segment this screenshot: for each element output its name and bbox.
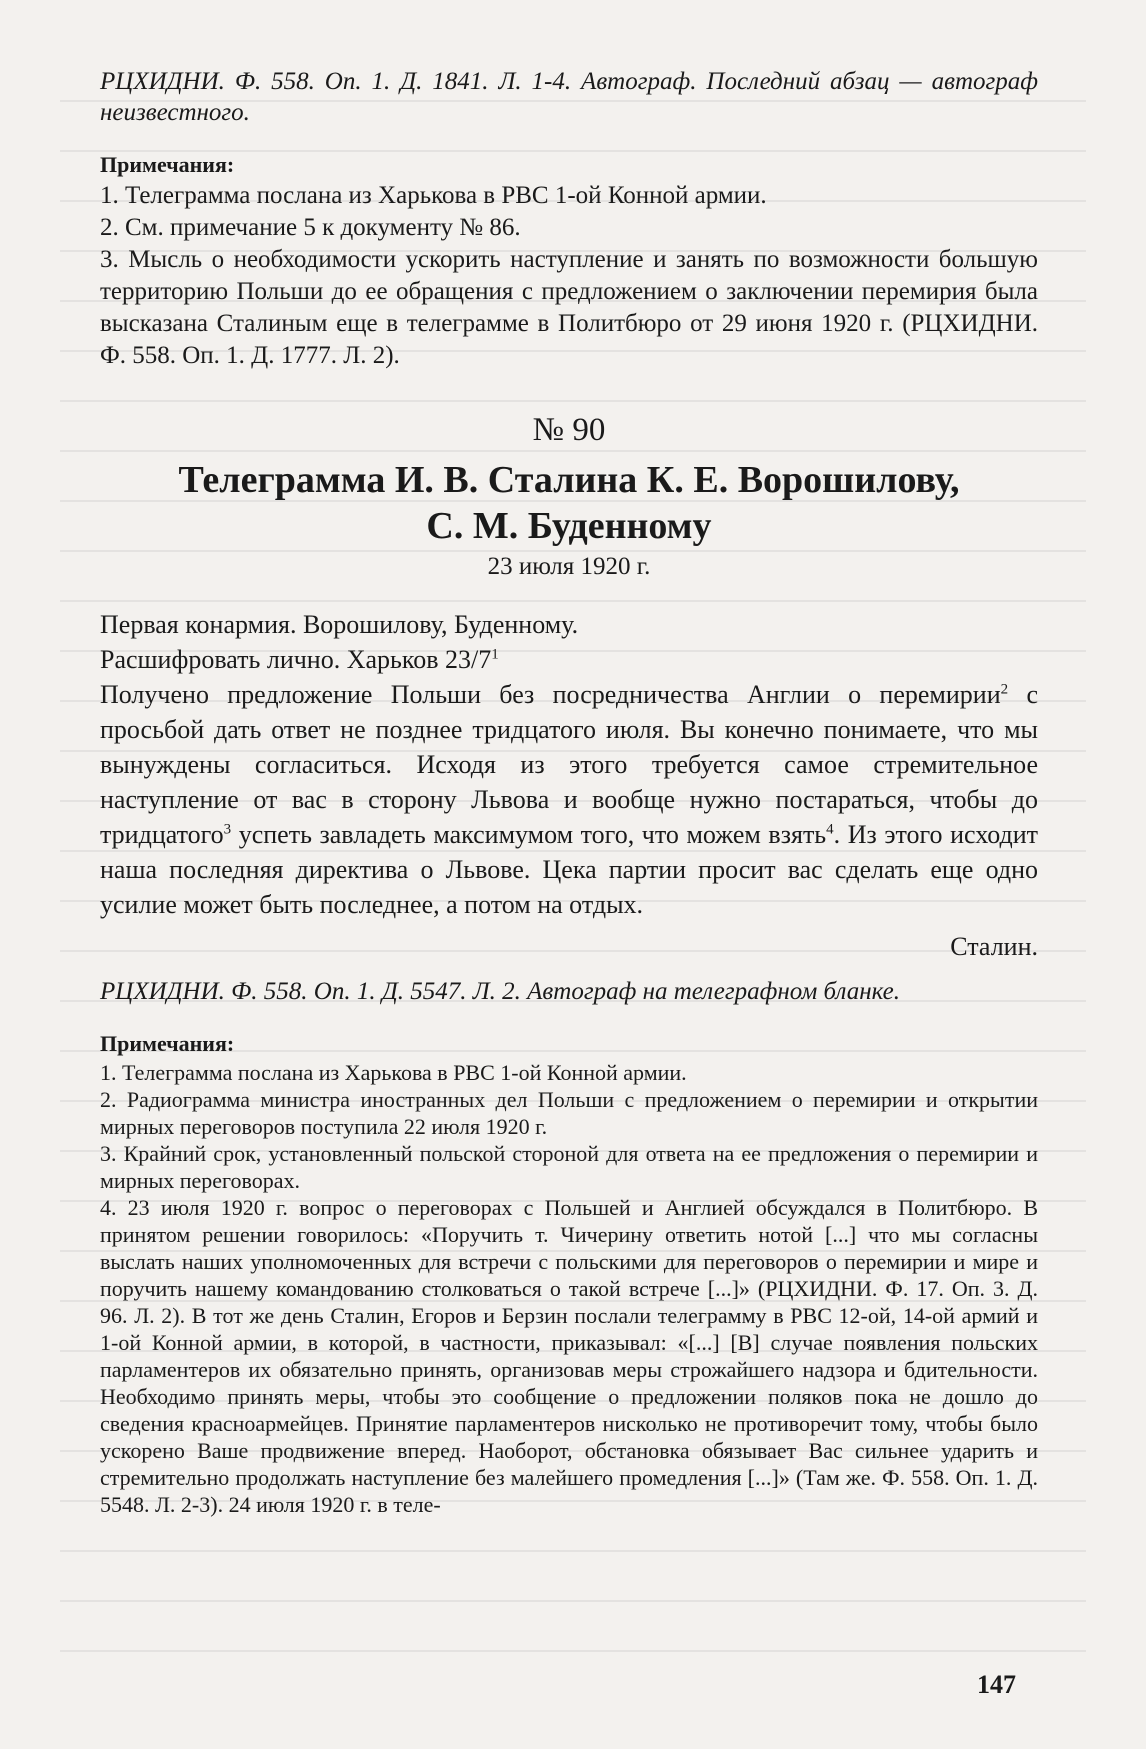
notes-heading-2: Примечания: — [100, 1031, 235, 1056]
body-part-3: успеть завладеть максимумом того, что можем взять — [231, 820, 827, 849]
telegram-decode-line — [100, 642, 1038, 677]
archive-source-top: РЦХИДНИ. Ф. 558. Оп. 1. Д. 1841. Л. 1-4. Автограф. Последний абзац — автограф неизвестного. — [100, 68, 1038, 126]
footnote-ref-4: 4 — [826, 821, 834, 838]
footnote-ref-1: 1 — [491, 646, 499, 663]
decode-text: Расшифровать лично. Харьков 23/7 — [100, 645, 492, 674]
note-2-3: 3. Крайний срок, установленный польской стороной для ответа на ее предложения о перемирии и мирных переговорах. — [100, 1141, 1038, 1193]
note-2-2: 2. Радиограмма министра иностранных дел Польши с предложением о перемирии и открытии мирных переговоров поступила 22 июля 1920 г. — [100, 1087, 1038, 1139]
note-1-2: 2. См. примечание 5 к документу № 86. — [100, 214, 521, 241]
body-part-1: Получено предложение Польши без посредничества Англии о перемирии — [100, 680, 1001, 709]
note-2-4: 4. 23 июля 1920 г. вопрос о переговорах с Польшей и Англией обсуждался в Политбюро. В принятом решении говорилось: «Поручить т. Чичерину ответить нотой [...] что мы согласны выслать наших уполномоченных для встречи с польскими для переговоров о перемирии и мире и поручить нашему командованию столковаться о такой встрече [...]» (РЦХИДНИ. Ф. 17. Оп. 3. Д. 96. Л. 2). В тот же день Сталин, Егоров и Берзин послали телеграмму в РВС 12-ой, 14-ой армий и 1-ой Конной армии, в которой, в частности, приказывал: «[...] [В] случае появления польских парламентеров их обязательно принять, организовав меры строжайшего надзора и бдительности. Необходимо принять меры, чтобы это сообщение о предложении поляков пока не дошло до сведения красноармейцев. Принятие парламентеров нисколько не противоречит тому, чтобы было ускорено Ваше продвижение вперед. Наоборот, обстановка обязывает Вас сильнее ударить и стремительно продолжать наступление без малейшего промедления [...]» (Там же. Ф. 558. Оп. 1. Д. 5548. Л. 2-3). 24 июля 1920 г. в теле- — [100, 1195, 1038, 1517]
notes-heading-1: Примечания: — [100, 152, 235, 177]
note-1-3: 3. Мысль о необходимости ускорить наступление и занять по возможности большую территорию Польши до ее обращения с предложением о заключении перемирия была высказана Сталиным еще в телеграмме в Политбюро от 29 июня 1920 г. (РЦХИДНИ. Ф. 558. Оп. 1. Д. 1777. Л. 2). — [100, 246, 1038, 369]
body-part-4: . Из этого исходит наша последняя директива о Львове. Цека партии просит вас сделать еще одно усилие может быть последнее, а потом на отдых. — [100, 820, 1039, 919]
document-number: № 90 — [532, 412, 606, 448]
document-title-line2: С. М. Буденному — [426, 505, 712, 547]
telegram-body — [100, 677, 1038, 922]
page-number: 147 — [977, 1670, 1016, 1699]
telegram-address: Первая конармия. Ворошилову, Буденному. — [100, 610, 579, 639]
signature: Сталин. — [950, 932, 1038, 961]
archive-source-document: РЦХИДНИ. Ф. 558. Оп. 1. Д. 5547. Л. 2. Автограф на телеграфном бланке. — [100, 978, 901, 1005]
body-part-2: с просьбой дать ответ не позднее тридцатого июля. Вы конечно понимаете, что мы вынуждены согласиться. Исходя из этого требуется самое стремительное наступление от вас в сторону Львова и вообще нужно постараться, чтобы до тридцатого — [100, 680, 1039, 849]
note-1-1: 1. Телеграмма послана из Харькова в РВС 1-ой Конной армии. — [100, 182, 767, 209]
footnote-ref-2: 2 — [1000, 681, 1009, 698]
document-title-line1: Телеграмма И. В. Сталина К. Е. Ворошилову, — [178, 459, 960, 501]
footnote-ref-3: 3 — [223, 821, 232, 838]
document-date: 23 июля 1920 г. — [487, 553, 651, 580]
note-2-1: 1. Телеграмма послана из Харькова в РВС 1-ой Конной армии. — [100, 1060, 687, 1085]
